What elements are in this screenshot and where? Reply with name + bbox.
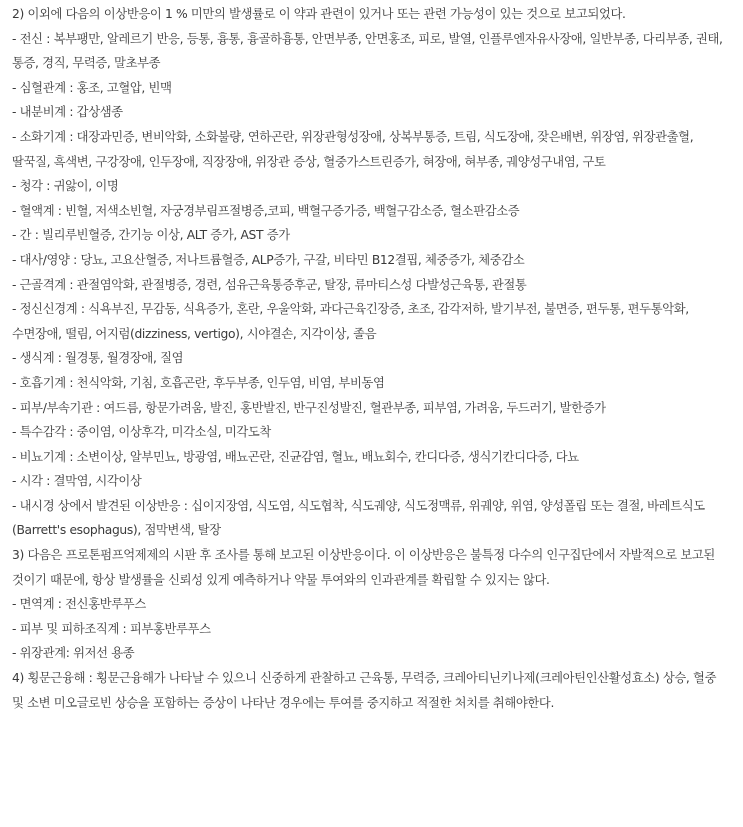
list-item-musculoskeletal: - 근골격계 : 관절염악화, 관절병증, 경련, 섬유근육통증후군, 탈장, 류마티스성 다발성근육통, 관절통 bbox=[12, 277, 527, 292]
paragraph-rhabdomyolysis-4: 4) 횡문근융해 : 횡문근융해가 나타날 수 있으니 신중하게 관찰하고 근육통, 무력증, 크레아티닌키나제(크레아틴인산활성효소) 상승, 혈중 및 소변 미오글로빈 상승을 포함하는 증상이 나타난 경우에는 투여를 중지하고 적절한 처치를 취해야한다. bbox=[12, 671, 717, 710]
paragraph-intro-2: 2) 이외에 다음의 이상반응이 1 % 미만의 발생률로 이 약과 관련이 있거나 또는 관련 가능성이 있는 것으로 보고되었다. bbox=[12, 7, 626, 21]
list-item-metabolism: - 대사/영양 : 당뇨, 고요산혈증, 저나트륨혈증, ALP증가, 구갈, 비타민 B12결핍, 체중증가, 체중감소 bbox=[12, 252, 525, 267]
list-item-special-senses: - 특수감각 : 중이염, 이상후각, 미각소실, 미각도착 bbox=[12, 425, 271, 440]
list-item-reproductive: - 생식계 : 월경통, 월경장애, 질염 bbox=[12, 351, 184, 366]
list-item-immune: - 면역계 : 전신홍반루푸스 bbox=[12, 597, 146, 612]
list-item-general: - 전신 : 복부팽만, 알레르기 반응, 등통, 흉통, 흉골하흉통, 안면부종, 안면홍조, 피로, 발열, 인플루엔자유사장애, 일반부종, 다리부종, 권태, 통증, 경직, 무력증, 말초부종 bbox=[12, 31, 723, 71]
list-item-digestive: - 소화기계 : 대장과민증, 변비악화, 소화불량, 연하곤란, 위장관형성장애, 상복부통증, 트림, 식도장애, 잦은배변, 위장염, 위장관출혈, 딸꾹질, 흑색변, 구강장애, 인두장애, 직장장애, 위장관 증상, 혈중가스트린증가, 혀장애, 혀부종, 궤양성구내염, 구토 bbox=[12, 129, 694, 169]
list-item-cardiovascular: - 심혈관계 : 홍조, 고혈압, 빈맥 bbox=[12, 80, 172, 95]
list-item-gastrointestinal: - 위장관계: 위저선 용종 bbox=[12, 646, 135, 661]
list-item-endoscopy: - 내시경 상에서 발견된 이상반응 : 십이지장염, 식도염, 식도협착, 식도궤양, 식도정맥류, 위궤양, 위염, 양성폴립 또는 결절, 바레트식도(Barrett's esophagus), 점막변색, 탈장 bbox=[12, 498, 705, 538]
list-item-skin: - 피부/부속기관 : 여드름, 항문가려움, 발진, 홍반발진, 반구진성발진, 혈관부종, 피부염, 가려움, 두드러기, 발한증가 bbox=[12, 400, 606, 415]
list-item-hearing: - 청각 : 귀앓이, 이명 bbox=[12, 179, 119, 194]
list-item-neuropsychiatric: - 정신신경계 : 식욕부진, 무감동, 식욕증가, 혼란, 우울악화, 과다근육긴장증, 초조, 감각저하, 발기부전, 불면증, 편두통, 편두통악화, 수면장애, 떨림, 어지럼(dizziness, vertigo), 시야결손, 지각이상, 졸음 bbox=[12, 302, 689, 341]
paragraph-postmarketing-3: 3) 다음은 프로톤펌프억제제의 시판 후 조사를 통해 보고된 이상반응이다. 이 이상반응은 불특정 다수의 인구집단에서 자발적으로 보고된 것이기 때문에, 항상 발생률을 신뢰성 있게 예측하거나 약물 투여와의 인과관계를 확립할 수 있지는 않다. bbox=[12, 548, 715, 587]
list-item-skin-subcutaneous: - 피부 및 피하조직계 : 피부홍반루푸스 bbox=[12, 621, 211, 636]
list-item-blood: - 혈액계 : 빈혈, 저색소빈혈, 자궁경부림프절병증,코피, 백혈구증가증, 백혈구감소증, 혈소판감소증 bbox=[12, 203, 520, 218]
list-item-liver: - 간 : 빌리루빈혈증, 간기능 이상, ALT 증가, AST 증가 bbox=[12, 228, 290, 243]
list-item-respiratory: - 호흡기계 : 천식악화, 기침, 호흡곤란, 후두부종, 인두염, 비염, 부비동염 bbox=[12, 375, 385, 390]
list-item-vision: - 시각 : 결막염, 시각이상 bbox=[12, 474, 142, 489]
list-item-endocrine: - 내분비계 : 갑상샘종 bbox=[12, 105, 123, 120]
list-item-urinary: - 비뇨기계 : 소변이상, 알부민뇨, 방광염, 배뇨곤란, 진균감염, 혈뇨, 배뇨회수, 칸디다증, 생식기칸디다증, 다뇨 bbox=[12, 449, 579, 464]
